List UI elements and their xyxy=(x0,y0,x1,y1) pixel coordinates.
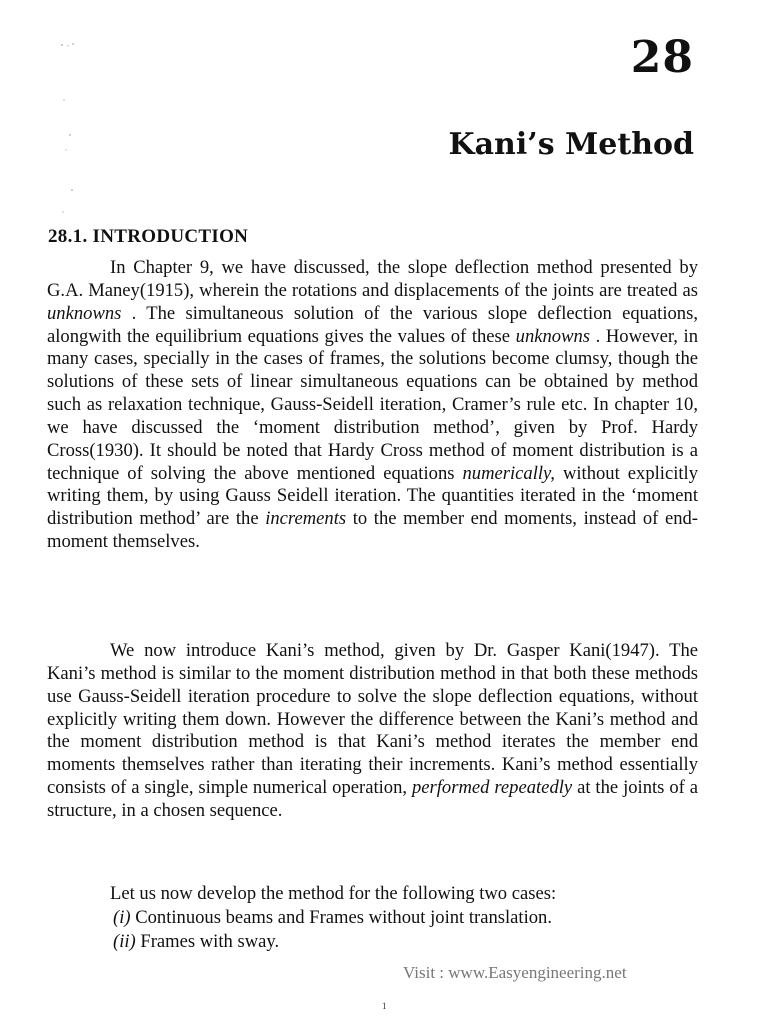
paragraph-text: at the joints of a structure, in a chosen sequence. xyxy=(47,777,699,821)
paragraph-text: Let us now develop the method for the following two cases: xyxy=(110,883,557,904)
case-number: (i) xyxy=(113,907,131,928)
emphasis-numerically: numerically, xyxy=(462,462,555,484)
paragraph-1 xyxy=(47,257,698,554)
section-heading: 28.1. INTRODUCTION xyxy=(48,226,249,247)
paragraph-3 xyxy=(47,883,698,906)
paragraph-text: without explicitly writing them, by using Gauss Seidell iteration. The quantities iterated in the ‘moment distribution method’ are the xyxy=(47,462,699,530)
emphasis-increments: increments xyxy=(265,508,347,530)
emphasis-unknowns-2: unknowns xyxy=(515,325,591,347)
emphasis-unknowns: unknowns xyxy=(47,302,122,324)
chapter-number: 28 xyxy=(630,32,694,83)
case-text: Continuous beams and Frames without joint translation. xyxy=(130,907,552,928)
paragraph-text: to the member end moments, instead of end-moment themselves. xyxy=(47,508,698,553)
scan-noise-marks xyxy=(58,40,78,220)
case-list xyxy=(113,906,698,954)
paragraph-text: . However, in many cases, specially in the cases of frames, the solutions become clumsy, though the solutions of these sets of linear simultaneous equations can be obtained by method such as relaxation technique, Gauss-Seidell iteration, Cramer’s rule etc. In chapter 10, we have discussed the ‘moment distribution method’, given by Prof. Hardy Cross(1930). It should be noted that Hardy Cross method of moment distribution is a technique of solving the above mentioned equations xyxy=(47,325,698,484)
page-mark: 1 xyxy=(382,1001,387,1011)
case-text: Frames with sway. xyxy=(135,931,280,952)
paragraph-text: . The simultaneous solution of the various slope deflection equations, alongwith the equilibrium equations gives the values of these xyxy=(47,302,698,347)
case-item xyxy=(113,906,698,930)
paragraph-text: In Chapter 9, we have discussed, the slope deflection method presented by G.A. Maney(1915), wherein the rotations and displacements of the joints are treated as xyxy=(47,257,698,301)
chapter-title: Kani’s Method xyxy=(448,127,694,162)
emphasis-performed-repeatedly: performed repeatedly xyxy=(411,777,573,799)
footer-visit-link[interactable]: Visit : www.Easyengineering.net xyxy=(403,963,627,982)
paragraph-text: We now introduce Kani’s method, given by Dr. Gasper Kani(1947). The Kani’s method is similar to the moment distribution method in that both these methods use Gauss-Seidell iteration procedure to solve the slope deflection equations, without explicitly writing them down. However the difference between the Kani’s method and the moment distribution method is that Kani’s method iterates the member end moments themselves rather than iterating their increments. Kani’s method essentially consists of a single, simple numerical operation, xyxy=(47,640,698,799)
case-number: (ii) xyxy=(113,931,136,952)
case-item xyxy=(113,930,698,954)
paragraph-2 xyxy=(47,640,698,823)
